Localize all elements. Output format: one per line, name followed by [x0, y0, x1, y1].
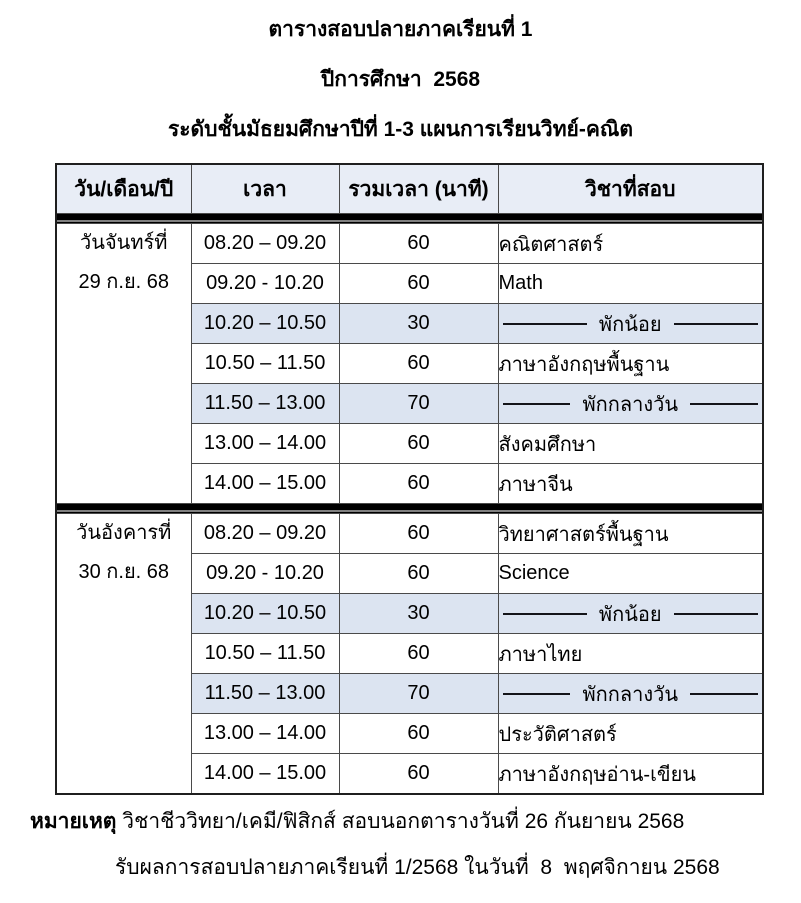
- minutes-cell: 60: [339, 424, 498, 464]
- subject-cell: วิทยาศาสตร์พื้นฐาน: [498, 514, 763, 554]
- table-row: [56, 514, 763, 554]
- note-text: วิชาชีววิทยา/เคมี/ฟิสิกส์ สอบนอกตารางวันที่ 26 กันยายน 2568: [116, 810, 685, 833]
- time-cell: 09.20 - 10.20: [191, 554, 339, 594]
- minutes-cell: 60: [339, 264, 498, 304]
- subject-cell: คณิตศาสตร์: [498, 224, 763, 264]
- break-rule-left: [503, 403, 571, 405]
- break-label: พักน้อย: [598, 603, 662, 626]
- time-cell: 08.20 – 09.20: [191, 224, 339, 264]
- break-cell: [498, 674, 763, 714]
- subject-cell: สังคมศึกษา: [498, 424, 763, 464]
- minutes-cell: 70: [339, 384, 498, 424]
- minutes-cell: 60: [339, 464, 498, 504]
- break-rule-left: [503, 693, 571, 695]
- header-cell-time: เวลา: [191, 164, 339, 214]
- minutes-cell: 60: [339, 344, 498, 384]
- subject-cell: ภาษาอังกฤษอ่าน-เขียน: [498, 754, 763, 795]
- time-cell: 08.20 – 09.20: [191, 514, 339, 554]
- time-cell: 14.00 – 15.00: [191, 464, 339, 504]
- time-cell: 13.00 – 14.00: [191, 424, 339, 464]
- academic-year-subtitle: ปีการศึกษา 2568: [320, 68, 481, 91]
- time-cell: 09.20 - 10.20: [191, 264, 339, 304]
- page-title: ตารางสอบปลายภาคเรียนที่ 1: [268, 18, 533, 41]
- minutes-cell: 60: [339, 754, 498, 795]
- time-cell: 10.50 – 11.50: [191, 634, 339, 674]
- minutes-cell: 60: [339, 554, 498, 594]
- break-label: พักน้อย: [598, 313, 662, 336]
- time-cell: 13.00 – 14.00: [191, 714, 339, 754]
- break-rule-right: [690, 693, 758, 695]
- day-separator: [56, 214, 763, 224]
- header-cell-subject: วิชาที่สอบ: [498, 164, 763, 214]
- grade-level-subtitle: ระดับชั้นมัธยมศึกษาปีที่ 1-3 แผนการเรียนวิทย์-คณิต: [167, 118, 633, 141]
- date-cell-tuesday: [56, 514, 191, 795]
- day-separator: [56, 504, 763, 514]
- note-label: หมายเหตุ: [30, 810, 117, 833]
- header-cell-date: วัน/เดือน/ปี: [56, 164, 191, 214]
- notes-block: [0, 805, 801, 885]
- table-header-row: [56, 164, 763, 214]
- break-rule-right: [690, 403, 758, 405]
- break-label: พักกลางวัน: [582, 393, 679, 416]
- header-cell-minutes: รวมเวลา (นาที): [339, 164, 498, 214]
- time-cell: 11.50 – 13.00: [191, 384, 339, 424]
- date-cell-monday: [56, 224, 191, 504]
- day-name: วันอังคารที่: [76, 522, 172, 544]
- day-date: 30 ก.ย. 68: [78, 561, 170, 583]
- break-rule-right: [674, 613, 758, 615]
- subject-cell: ภาษาอังกฤษพื้นฐาน: [498, 344, 763, 384]
- minutes-cell: 60: [339, 714, 498, 754]
- time-cell: 10.20 – 10.50: [191, 304, 339, 344]
- break-cell: [498, 384, 763, 424]
- minutes-cell: 60: [339, 224, 498, 264]
- break-cell: [498, 594, 763, 634]
- note-line-1: [30, 805, 801, 839]
- time-cell: 11.50 – 13.00: [191, 674, 339, 714]
- break-cell: [498, 304, 763, 344]
- break-rule-right: [674, 323, 758, 325]
- title-block: [0, 0, 801, 147]
- subject-cell: Science: [498, 554, 763, 594]
- subject-cell: ภาษาไทย: [498, 634, 763, 674]
- subject-cell: ประวัติศาสตร์: [498, 714, 763, 754]
- break-rule-left: [503, 613, 587, 615]
- day-date: 29 ก.ย. 68: [78, 271, 170, 293]
- minutes-cell: 60: [339, 514, 498, 554]
- table-row: [56, 224, 763, 264]
- day-name: วันจันทร์ที่: [80, 232, 168, 254]
- minutes-cell: 30: [339, 304, 498, 344]
- subject-cell: ภาษาจีน: [498, 464, 763, 504]
- minutes-cell: 60: [339, 634, 498, 674]
- time-cell: 10.50 – 11.50: [191, 344, 339, 384]
- minutes-cell: 70: [339, 674, 498, 714]
- break-label: พักกลางวัน: [582, 683, 679, 706]
- time-cell: 14.00 – 15.00: [191, 754, 339, 795]
- note-line-2: รับผลการสอบปลายภาคเรียนที่ 1/2568 ในวันที่ 8 พฤศจิกายน 2568: [115, 856, 720, 879]
- exam-schedule-table: [55, 163, 764, 795]
- subject-cell: Math: [498, 264, 763, 304]
- time-cell: 10.20 – 10.50: [191, 594, 339, 634]
- minutes-cell: 30: [339, 594, 498, 634]
- break-rule-left: [503, 323, 587, 325]
